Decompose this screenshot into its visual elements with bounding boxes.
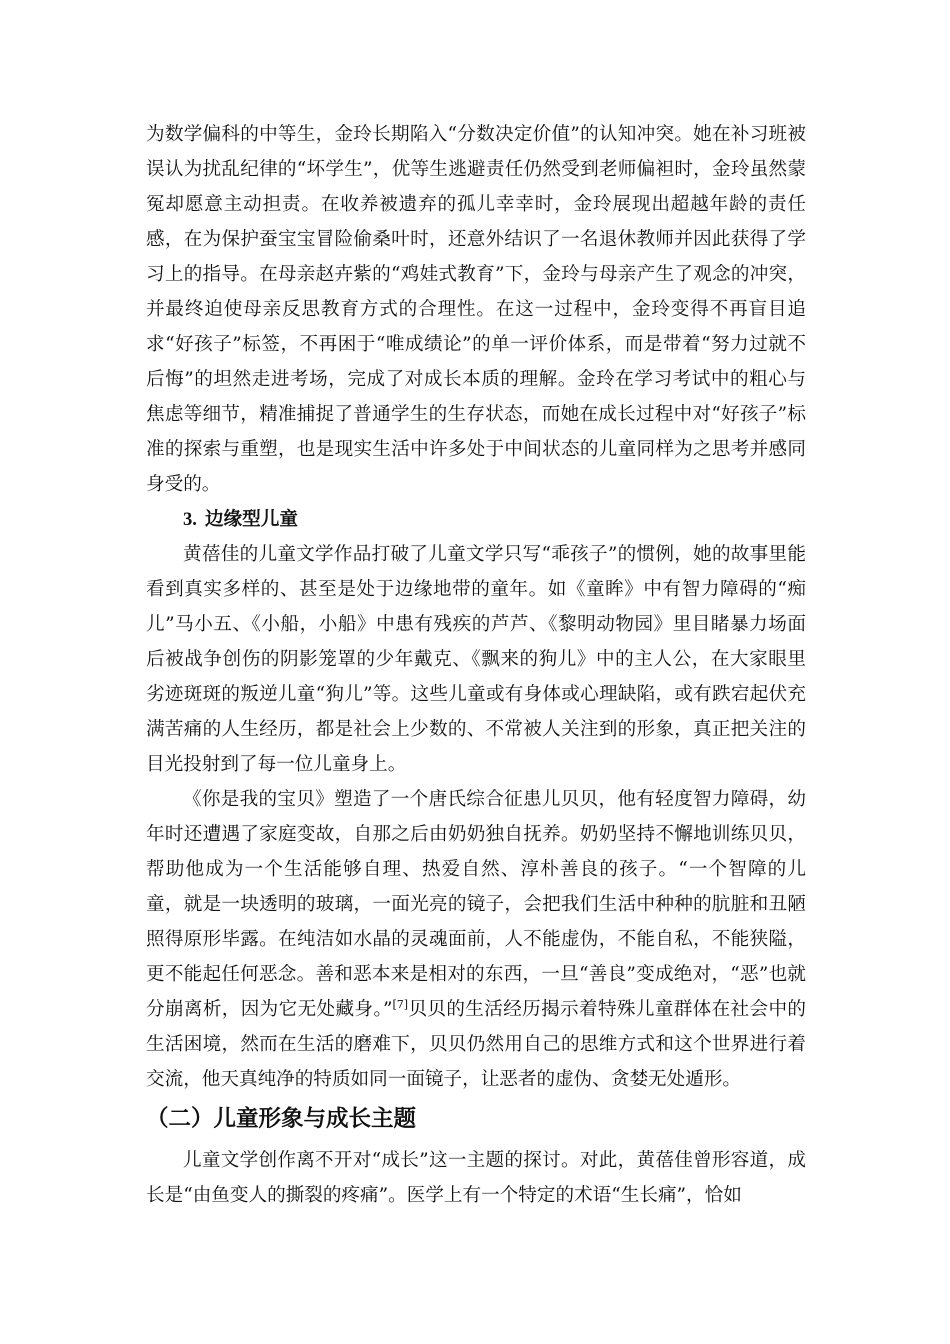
paragraph-growth: 儿童文学创作离不开对“成长”这一主题的探讨。对此，黄蓓佳曾形容道，成长是“由鱼变人的撕裂的疼痛”。医学上有一个特定的术语“生长痛”，恰如 (146, 1150, 806, 1206)
paragraph-beibei (146, 782, 806, 1097)
citation-marker: [7] (392, 997, 409, 1011)
section-title: 边缘型儿童 (204, 509, 298, 530)
paragraph-jinling: 为数学偏科的中等生，金玲长期陷入“分数决定价值”的认知冲突。她在补习班被误认为扰乱纪律的“坏学生”，优等生逃避责任仍然受到老师偏袒时，金玲虽然蒙冤却愿意主动担责。在收养被遗弃的孤儿幸幸时，金玲展现出超越年龄的责任感，在为保护蚕宝宝冒险偷桑叶时，还意外结识了一名退休教师并因此获得了学习上的指导。在母亲赵卉紫的“鸡娃式教育”下，金玲与母亲产生了观念的冲突，并最终迫使母亲反思教育方式的合理性。在这一过程中，金玲变得不再盲目追求“好孩子”标签，不再困于“唯成绩论”的单一评价体系，而是带着“努力过就不后悔”的坦然走进考场，完成了对成长本质的理解。金玲在学习考试中的粗心与焦虑等细节，精准捕捉了普通学生的生存状态，而她在成长过程中对“好孩子”标准的探索与重塑，也是现实生活中许多处于中间状态的儿童同样为之思考并感同身受的。 (146, 124, 806, 495)
paragraph-beibei-quote: 《你是我的宝贝》塑造了一个唐氏综合征患儿贝贝，他有轻度智力障碍，幼年时还遭遇了家庭变故，自那之后由奶奶独自抚养。奶奶坚持不懈地训练贝贝，帮助他成为一个生活能够自理、热爱自然、淳朴善良的孩子。“一个智障的儿童，就是一块透明的玻璃，一面光亮的镜子，会把我们生活中种种的肮脏和丑陋照得原形毕露。在纯洁如水晶的灵魂面前，人不能虚伪，不能自私，不能狭隘，更不能起任何恶念。善和恶本来是相对的东西，一旦“善良”变成绝对，“恶”也就分崩离析，因为它无处藏身。” (146, 789, 806, 1020)
paragraph-marginal-children: 黄蓓佳的儿童文学作品打破了儿童文学只写“乖孩子”的惯例，她的故事里能看到真实多样的、甚至是处于边缘地带的童年。如《童眸》中有智力障碍的“痴儿”马小五、《小船，小船》中患有残疾的芦芦、《黎明动物园》里目睹暴力场面后被战争创伤的阴影笼罩的少年戴克、《飘来的狗儿》中的主人公，在大家眼里劣迹斑斑的叛逆儿童“狗儿”等。这些儿童或有身体或心理缺陷，或有跌宕起伏充满苦痛的人生经历，都是社会上少数的、不常被人关注到的形象，真正把关注的目光投射到了每一位儿童身上。 (146, 544, 806, 775)
section-number: 3. (183, 509, 197, 530)
paragraph-beibei-rest: 贝贝的生活经历揭示着特殊儿童群体在社会中的生活困境，然而在生活的磨难下，贝贝仍然用自己的思维方式和这个世界进行着交流，他天真纯净的特质如同一面镜子，让恶者的虚伪、贪婪无处遁形。 (146, 999, 806, 1090)
chapter-heading-growth-theme: （二）儿童形象与成长主题 (146, 1106, 417, 1132)
document-page (146, 117, 806, 1213)
section-heading-marginal-children (146, 502, 806, 537)
